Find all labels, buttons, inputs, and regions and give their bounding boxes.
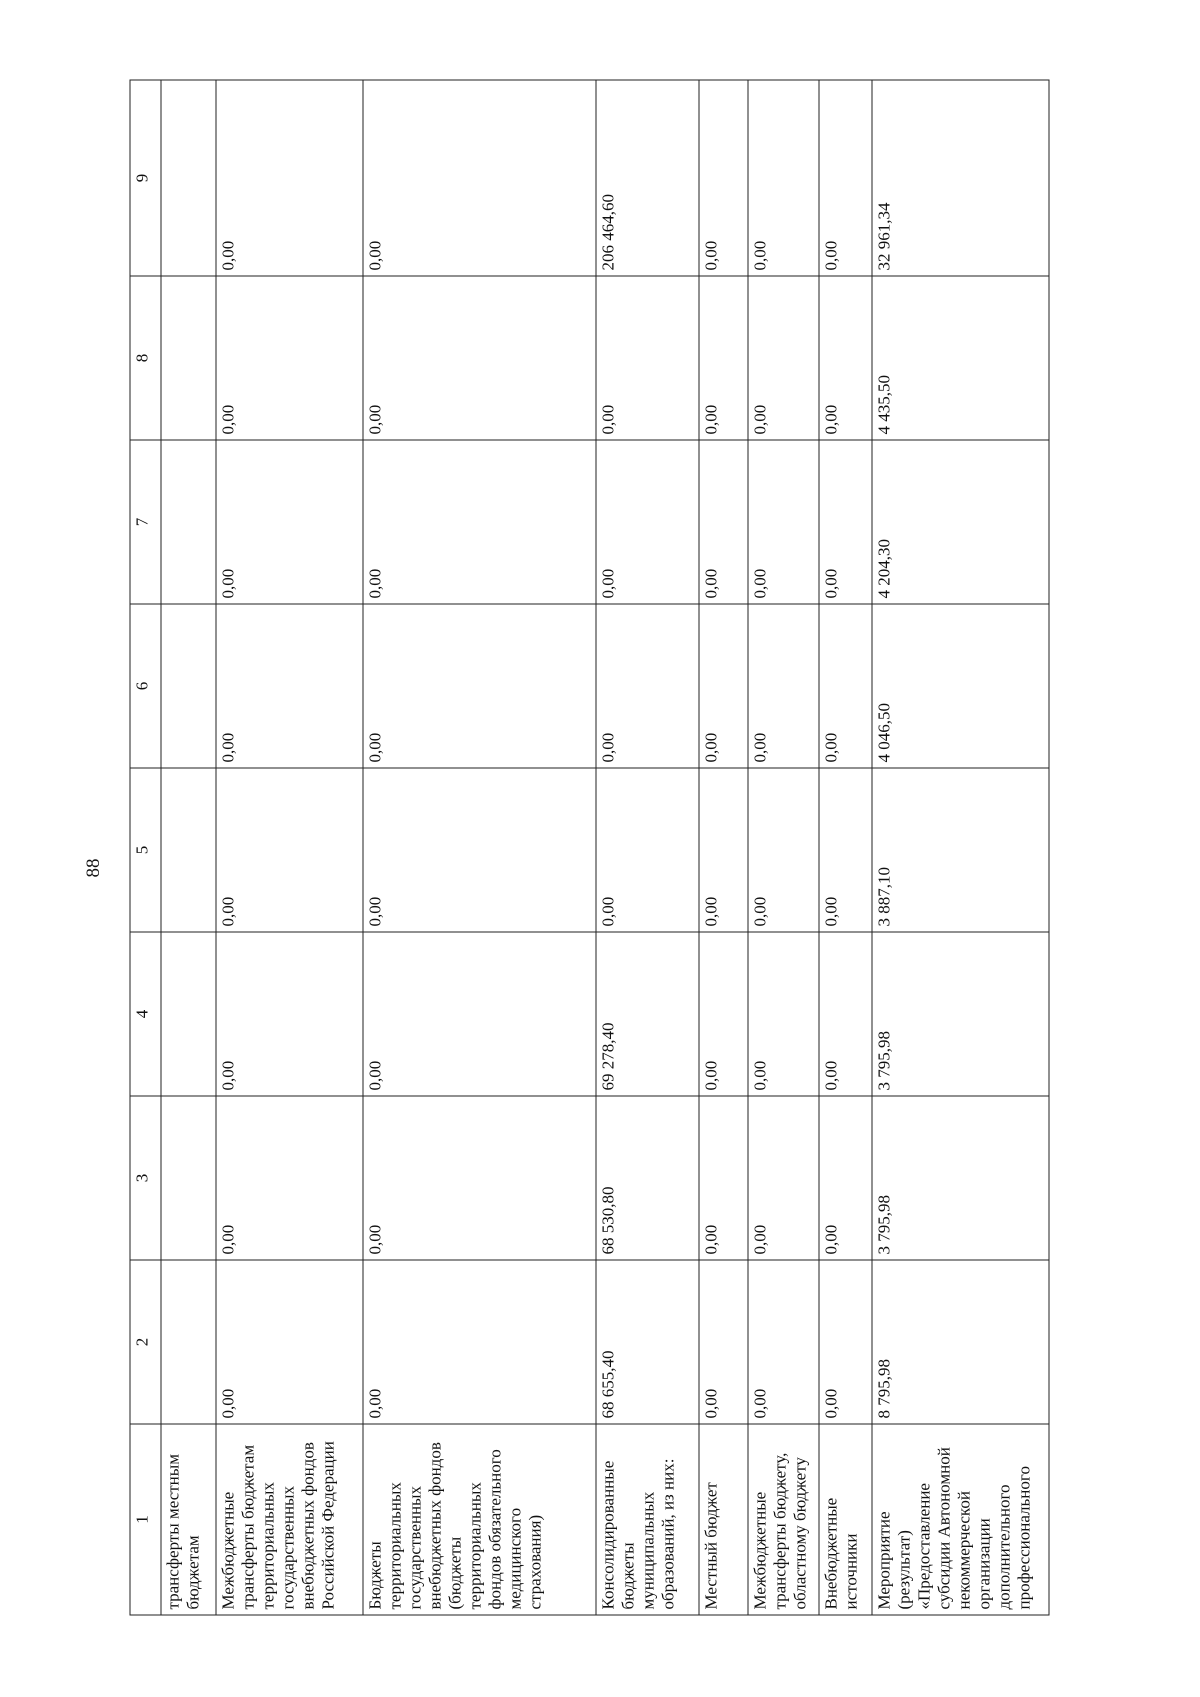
value-cell: 0,00 <box>748 768 819 932</box>
row-label: трансферты местным бюджетам <box>161 1424 216 1615</box>
table-row <box>872 80 1049 1615</box>
row-label: Межбюджетные трансферты бюджетам территориальных государственных внебюджетных фондов Российской Федерации <box>216 1424 363 1615</box>
value-cell: 0,00 <box>699 80 748 276</box>
page-number: 88 <box>83 858 104 878</box>
row-label: Межбюджетные трансферты бюджету, областному бюджету <box>748 1424 819 1615</box>
budget-table <box>130 80 1050 1616</box>
value-cell <box>161 1096 216 1260</box>
value-cell: 0,00 <box>748 80 819 276</box>
table-row <box>748 80 819 1615</box>
table-row <box>699 80 748 1615</box>
value-cell: 69 278,40 <box>596 932 699 1096</box>
value-cell: 0,00 <box>596 440 699 604</box>
table-row <box>596 80 699 1615</box>
value-cell: 0,00 <box>596 768 699 932</box>
value-cell: 0,00 <box>699 1096 748 1260</box>
column-header-6: 6 <box>130 604 161 768</box>
value-cell: 206 464,60 <box>596 80 699 276</box>
value-cell: 0,00 <box>363 768 596 932</box>
column-header-5: 5 <box>130 768 161 932</box>
value-cell: 32 961,34 <box>872 80 1049 276</box>
value-cell: 0,00 <box>596 604 699 768</box>
row-label: Бюджеты территориальных государственных внебюджетных фондов (бюджеты территориальных фондов обязательного медицинского страхования) <box>363 1424 596 1615</box>
value-cell: 3 887,10 <box>872 768 1049 932</box>
value-cell <box>161 768 216 932</box>
value-cell: 0,00 <box>819 440 872 604</box>
value-cell: 0,00 <box>819 768 872 932</box>
value-cell: 3 795,98 <box>872 932 1049 1096</box>
row-label: Мероприятие (результат) «Предоставление субсидии Автономной некоммерческой организации дополнительного профессионального <box>872 1424 1049 1615</box>
row-label: Консолидированные бюджеты муниципальных образований, из них: <box>596 1424 699 1615</box>
value-cell: 0,00 <box>699 440 748 604</box>
value-cell <box>161 1260 216 1424</box>
value-cell: 0,00 <box>699 604 748 768</box>
value-cell: 0,00 <box>216 276 363 440</box>
value-cell: 0,00 <box>216 1096 363 1260</box>
value-cell: 0,00 <box>216 440 363 604</box>
value-cell: 0,00 <box>699 276 748 440</box>
value-cell: 0,00 <box>216 932 363 1096</box>
column-header-3: 3 <box>130 1096 161 1260</box>
value-cell <box>161 440 216 604</box>
value-cell: 0,00 <box>216 80 363 276</box>
value-cell: 4 046,50 <box>872 604 1049 768</box>
value-cell: 0,00 <box>748 604 819 768</box>
value-cell: 0,00 <box>699 932 748 1096</box>
value-cell <box>161 604 216 768</box>
value-cell: 3 795,98 <box>872 1096 1049 1260</box>
value-cell: 0,00 <box>819 604 872 768</box>
value-cell: 0,00 <box>819 80 872 276</box>
value-cell: 0,00 <box>363 80 596 276</box>
row-label: Внебюджетные источники <box>819 1424 872 1615</box>
column-header-7: 7 <box>130 440 161 604</box>
value-cell: 0,00 <box>363 1260 596 1424</box>
column-header-8: 8 <box>130 276 161 440</box>
header-row <box>130 80 161 1615</box>
value-cell: 8 795,98 <box>872 1260 1049 1424</box>
value-cell: 0,00 <box>819 932 872 1096</box>
column-header-9: 9 <box>130 80 161 276</box>
value-cell: 0,00 <box>216 604 363 768</box>
value-cell: 0,00 <box>819 1096 872 1260</box>
value-cell: 0,00 <box>363 1096 596 1260</box>
column-header-2: 2 <box>130 1260 161 1424</box>
table-row <box>216 80 363 1615</box>
value-cell: 0,00 <box>748 1260 819 1424</box>
column-header-4: 4 <box>130 932 161 1096</box>
value-cell: 68 655,40 <box>596 1260 699 1424</box>
value-cell: 0,00 <box>596 276 699 440</box>
row-label: Местный бюджет <box>699 1424 748 1615</box>
column-header-1: 1 <box>130 1424 161 1615</box>
value-cell: 0,00 <box>363 440 596 604</box>
value-cell: 0,00 <box>699 768 748 932</box>
value-cell: 0,00 <box>748 276 819 440</box>
value-cell: 0,00 <box>216 1260 363 1424</box>
value-cell: 0,00 <box>748 932 819 1096</box>
table-row <box>161 80 216 1615</box>
value-cell <box>161 276 216 440</box>
table-row <box>363 80 596 1615</box>
budget-table-container <box>130 81 1055 1616</box>
value-cell: 0,00 <box>819 276 872 440</box>
value-cell: 0,00 <box>363 932 596 1096</box>
value-cell: 0,00 <box>699 1260 748 1424</box>
value-cell: 0,00 <box>363 276 596 440</box>
value-cell: 4 435,50 <box>872 276 1049 440</box>
value-cell <box>161 80 216 276</box>
value-cell: 0,00 <box>216 768 363 932</box>
value-cell: 4 204,30 <box>872 440 1049 604</box>
value-cell: 0,00 <box>748 440 819 604</box>
value-cell: 0,00 <box>363 604 596 768</box>
table-row <box>819 80 872 1615</box>
value-cell: 0,00 <box>819 1260 872 1424</box>
value-cell <box>161 932 216 1096</box>
value-cell: 0,00 <box>748 1096 819 1260</box>
value-cell: 68 530,80 <box>596 1096 699 1260</box>
